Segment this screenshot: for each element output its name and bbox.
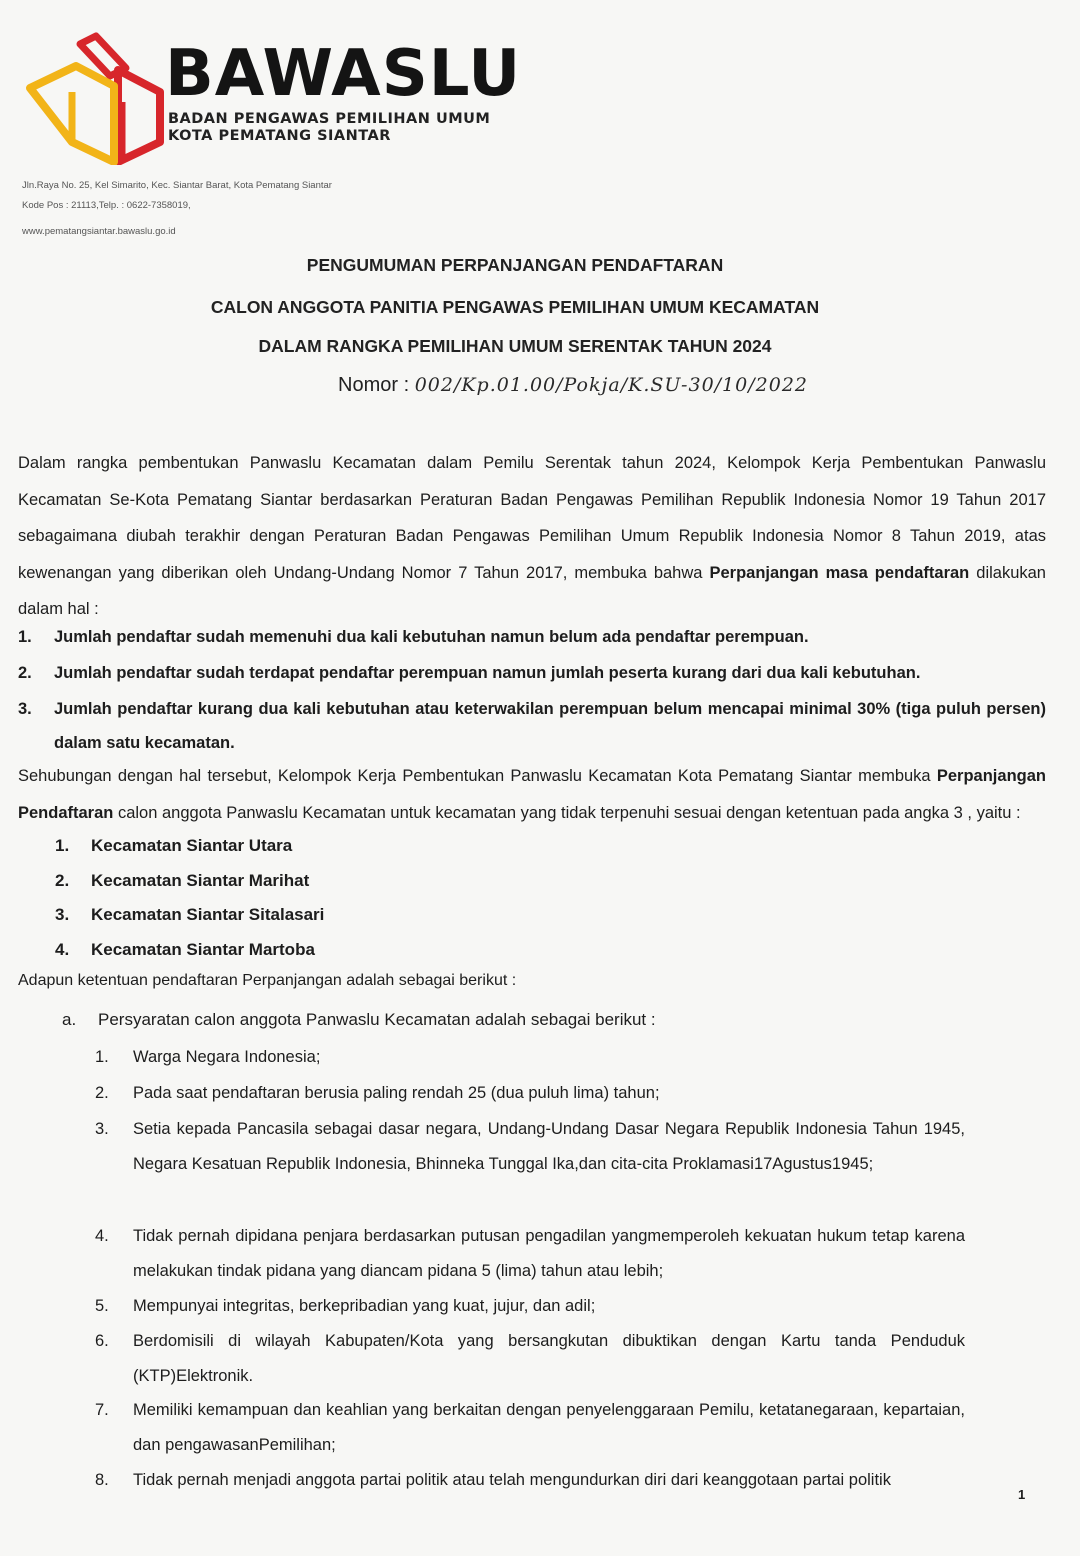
requirement-item xyxy=(95,1393,965,1463)
paragraph-2-tail: calon anggota Panwaslu Kecamatan untuk kecamatan yang tidak terpenuhi sesuai dengan ketentuan pada angka 3 , yaitu : xyxy=(117,803,1021,822)
document-number xyxy=(338,374,808,397)
page-number: 1 xyxy=(1018,1487,1026,1502)
requirement-item xyxy=(95,1040,965,1075)
requirement-item xyxy=(95,1112,965,1217)
section-a-heading xyxy=(62,1010,656,1030)
paragraph-2-text: Sehubungan dengan hal tersebut, Kelompok Kerja Pembentukan Panwaslu Kecamatan Kota Pematang Siantar membuka xyxy=(18,767,931,785)
brand-subtitle-2: KOTA PEMATANG SIANTAR xyxy=(168,128,391,144)
kecamatan-name: Kecamatan Siantar Martoba xyxy=(91,940,315,959)
nomor-label: Nomor : xyxy=(338,374,410,396)
requirement-number: 1. xyxy=(95,1048,109,1066)
paragraph-2-bold: Perpanjangan Pendaftaran xyxy=(18,767,1046,822)
requirement-item xyxy=(95,1324,965,1394)
requirement-text: Berdomisili di wilayah Kabupaten/Kota yang bersangkutan dibuktikan dengan Kartu tanda Penduduk (KTP)Elektronik. xyxy=(133,1332,965,1385)
requirement-text: Memiliki kemampuan dan keahlian yang berkaitan dengan penyelenggaraan Pemilu, ketatanegaraan, kepartaian, dan pengawasanPemilihan; xyxy=(133,1401,965,1454)
requirement-item xyxy=(95,1219,965,1289)
brand-name: BAWASLU xyxy=(165,37,522,111)
address-line-2: Kode Pos : 21113,Telp. : 0622-7358019, xyxy=(22,200,191,211)
requirement-number: 6. xyxy=(95,1332,109,1350)
list-number: 2. xyxy=(18,664,32,682)
requirement-item xyxy=(95,1289,965,1324)
section-letter: a. xyxy=(62,1010,77,1029)
section-a-title: Persyaratan calon anggota Panwaslu Kecamatan adalah sebagai berikut : xyxy=(98,1010,656,1029)
requirement-text: Setia kepada Pancasila sebagai dasar negara, Undang-Undang Dasar Negara Republik Indonesia Tahun 1945, Negara Kesatuan Republik Indonesia, Bhinneka Tunggal Ika,dan cita-cita Proklamasi17Agustus1945; xyxy=(133,1120,965,1173)
nomor-value: 002/Kp.01.00/Pokja/K.SU-30/10/2022 xyxy=(414,374,808,396)
brand-subtitle-1: BADAN PENGAWAS PEMILIHAN UMUM xyxy=(168,111,491,127)
kecamatan-name: Kecamatan Siantar Marihat xyxy=(91,871,310,890)
list-number: 1. xyxy=(18,628,32,646)
kecamatan-name: Kecamatan Siantar Sitalasari xyxy=(91,905,325,924)
bawaslu-logo-icon xyxy=(22,30,167,165)
intro-text: Dalam rangka pembentukan Panwaslu Kecamatan dalam Pemilu Serentak tahun 2024, Kelompok Kerja Pembentukan Panwaslu Kecamatan Se-Kota Pematang Siantar berdasarkan Peraturan Badan Pengawas Pemilihan Republik Indonesia Nomor 19 Tahun 2017 sebagaimana diubah terakhir dengan Peraturan Badan Pengawas Pemilihan Umum Republik Indonesia Nomor 8 Tahun 2019, atas kewenangan yang diberikan oleh Undang-Undang Nomor 7 Tahun 2017, membuka bahwa xyxy=(18,454,1046,582)
list-text: Jumlah pendaftar sudah terdapat pendaftar perempuan namun jumlah peserta kurang dari dua kali kebutuhan. xyxy=(54,664,921,682)
requirement-item xyxy=(95,1076,965,1111)
requirement-text: Tidak pernah menjadi anggota partai politik atau telah mengundurkan diri dari keanggotaan partai politik xyxy=(133,1471,891,1489)
title-line-1: PENGUMUMAN PERPANJANGAN PENDAFTARAN xyxy=(306,255,724,275)
requirement-number: 3. xyxy=(95,1120,109,1138)
paragraph-2 xyxy=(18,758,1046,831)
kecamatan-item xyxy=(55,905,324,925)
list-text: Jumlah pendaftar sudah memenuhi dua kali kebutuhan namun belum ada pendaftar perempuan. xyxy=(54,628,809,646)
kecamatan-number: 4. xyxy=(55,940,70,959)
requirement-number: 5. xyxy=(95,1297,109,1315)
requirement-number: 8. xyxy=(95,1471,109,1489)
requirement-number: 7. xyxy=(95,1401,109,1419)
intro-bold: Perpanjangan masa pendaftaran xyxy=(709,563,970,582)
ketentuan-intro: Adapun ketentuan pendaftaran Perpanjangan adalah sebagai berikut : xyxy=(18,972,517,989)
address-line-1: Jln.Raya No. 25, Kel Simarito, Kec. Siantar Barat, Kota Pematang Siantar xyxy=(22,180,332,191)
kecamatan-item xyxy=(55,871,309,891)
requirement-text: Tidak pernah dipidana penjara berdasarkan putusan pengadilan yangmemperoleh kekuatan hukum tetap karena melakukan tindak pidana yang diancam pidana 5 (lima) tahun atau lebih; xyxy=(133,1227,965,1280)
requirement-item xyxy=(95,1463,965,1498)
kecamatan-item xyxy=(55,940,315,960)
kecamatan-number: 2. xyxy=(55,871,70,890)
kecamatan-number: 3. xyxy=(55,905,70,924)
kecamatan-item xyxy=(55,836,292,856)
kecamatan-number: 1. xyxy=(55,836,70,855)
intro-tail: dilakukan dalam hal : xyxy=(18,563,1046,618)
list-number: 3. xyxy=(18,700,32,718)
requirement-text: Mempunyai integritas, berkepribadian yang kuat, jujur, dan adil; xyxy=(133,1297,596,1315)
requirement-text: Pada saat pendaftaran berusia paling rendah 25 (dua puluh lima) tahun; xyxy=(133,1084,660,1102)
title-line-3: DALAM RANGKA PEMILIHAN UMUM SERENTAK TAHUN 2024 xyxy=(258,336,772,356)
list-text: Jumlah pendaftar kurang dua kali kebutuhan atau keterwakilan perempuan belum mencapai minimal 30% (tiga puluh persen) dalam satu kecamatan. xyxy=(54,700,1046,752)
kecamatan-name: Kecamatan Siantar Utara xyxy=(91,836,293,855)
requirement-number: 4. xyxy=(95,1227,109,1245)
requirement-text: Warga Negara Indonesia; xyxy=(133,1048,321,1066)
intro-paragraph xyxy=(18,445,1046,628)
title-line-2: CALON ANGGOTA PANITIA PENGAWAS PEMILIHAN UMUM KECAMATAN xyxy=(210,297,820,317)
requirement-number: 2. xyxy=(95,1084,109,1102)
website-link[interactable]: www.pematangsiantar.bawaslu.go.id xyxy=(22,226,176,237)
